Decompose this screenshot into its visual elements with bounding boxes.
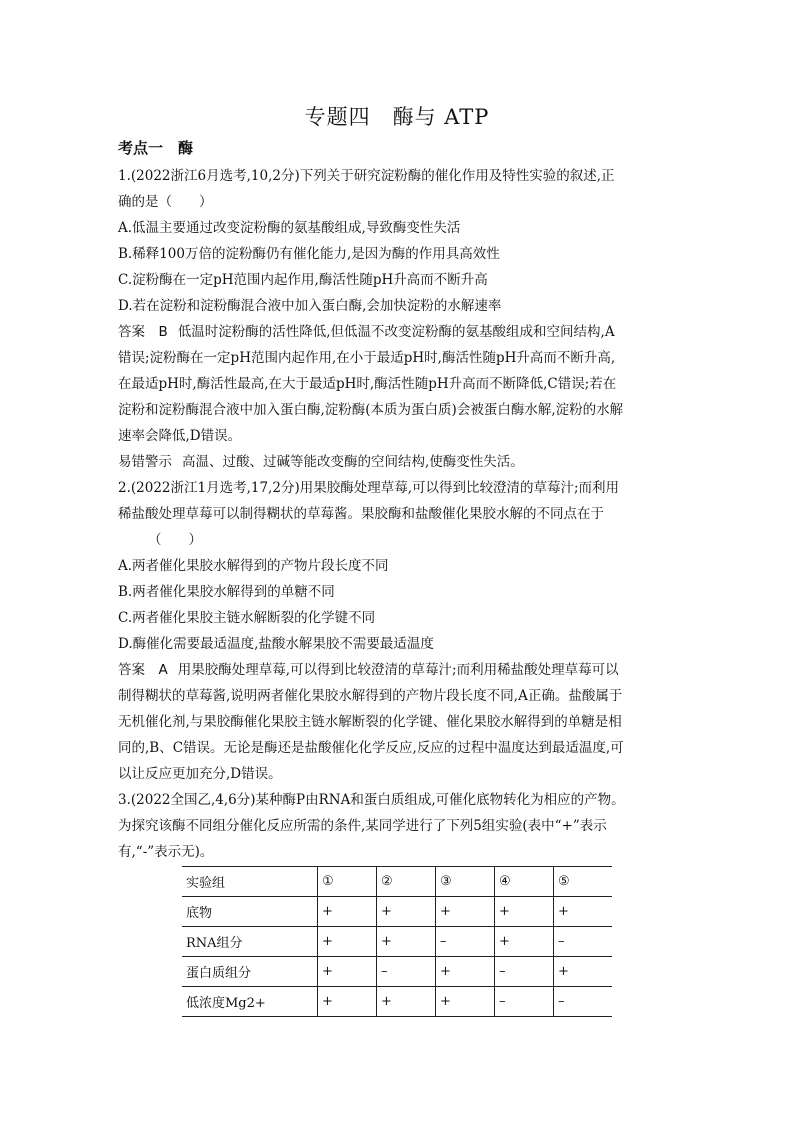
table-cell: + xyxy=(436,897,495,927)
q1-option-c: C.淀粉酶在一定pH范围内起作用,酶活性随pH升高而不断升高 xyxy=(118,272,488,288)
q1-answer-line-4: 淀粉和淀粉酶混合液中加入蛋白酶,淀粉酶(本质为蛋白质)会被蛋白酶水解,淀粉的水解 xyxy=(118,402,624,418)
table-header-cell: 实验组 xyxy=(182,867,318,897)
table-cell: + xyxy=(436,987,495,1017)
table-header-row xyxy=(182,867,612,897)
q2-option-a: A.两者催化果胶水解得到的产物片段长度不同 xyxy=(118,558,389,574)
q1-warning-label: 易错警示 xyxy=(118,454,172,470)
table-row xyxy=(182,897,612,927)
q1-warning xyxy=(118,452,524,472)
q2-option-c: C.两者催化果胶主链水解断裂的化学键不同 xyxy=(118,610,376,626)
table-cell: + xyxy=(554,897,613,927)
table-cell: + xyxy=(495,927,554,957)
q2-stem-line-2: 稀盐酸处理草莓可以制得糊状的草莓酱。果胶酶和盐酸催化果胶水解的不同点在于 xyxy=(118,506,604,522)
q3-stem-line-2: 为探究该酶不同组分催化反应所需的条件,某同学进行了下列5组实验(表中“+”表示 xyxy=(118,818,607,834)
table-row xyxy=(182,927,612,957)
q1-answer-line-3: 在最适pH时,酶活性最高,在大于最适pH时,酶活性随pH升高而不断降低,C错误;若在 xyxy=(118,376,617,392)
table-cell: – xyxy=(554,927,613,957)
q3-stem-line-1: 3.(2022全国乙,4,6分)某种酶P由RNA和蛋白质组成,可催化底物转化为相应的产物。 xyxy=(118,792,625,808)
table-cell: + xyxy=(377,927,436,957)
table-header-cell: ③ xyxy=(436,867,495,897)
q1-warning-text: 高温、过酸、过碱等能改变酶的空间结构,使酶变性失活。 xyxy=(182,454,524,470)
table-cell: – xyxy=(554,987,613,1017)
q2-answer-line-3: 无机催化剂,与果胶酶催化果胶主链水解断裂的化学键、催化果胶水解得到的单糖是相 xyxy=(118,714,622,730)
q2-answer-line-2: 制得糊状的草莓酱,说明两者催化果胶水解得到的产物片段长度不同,A正确。盐酸属于 xyxy=(118,688,623,704)
table-row-label: 蛋白质组分 xyxy=(182,957,318,987)
q1-stem-line-1: 1.(2022浙江6月选考,10,2分)下列关于研究淀粉酶的催化作用及特性实验的叙述,正 xyxy=(118,168,615,184)
table-cell: – xyxy=(495,987,554,1017)
q2-stem-line-3: （ ） xyxy=(148,532,202,548)
q2-option-b: B.两者催化果胶水解得到的单糖不同 xyxy=(118,584,335,600)
q3-stem-line-3: 有,“-”表示无)。 xyxy=(118,844,214,860)
table-header-cell: ④ xyxy=(495,867,554,897)
table-row-label: RNA组分 xyxy=(182,927,318,957)
q1-answer-label: 答案 B xyxy=(118,324,168,340)
section-heading: 考点一 酶 xyxy=(118,139,194,157)
q1-option-a: A.低温主要通过改变淀粉酶的氨基酸组成,导致酶变性失活 xyxy=(118,220,461,236)
table-cell: – xyxy=(377,957,436,987)
q2-answer-label: 答案 A xyxy=(118,662,168,678)
table-header-cell: ② xyxy=(377,867,436,897)
table-row xyxy=(182,987,612,1017)
table-cell: + xyxy=(554,957,613,987)
table-cell: + xyxy=(318,957,377,987)
table-row-label: 底物 xyxy=(182,897,318,927)
q2-option-d: D.酶催化需要最适温度,盐酸水解果胶不需要最适温度 xyxy=(118,636,434,652)
q1-answer-line-5: 速率会降低,D错误。 xyxy=(118,428,242,444)
table-header-cell: ① xyxy=(318,867,377,897)
q2-stem-line-1: 2.(2022浙江1月选考,17,2分)用果胶酶处理草莓,可以得到比较澄清的草莓汁;而利用 xyxy=(118,480,620,496)
table-header-cell: ⑤ xyxy=(554,867,613,897)
table-cell: + xyxy=(318,897,377,927)
q1-option-d: D.若在淀粉和淀粉酶混合液中加入蛋白酶,会加快淀粉的水解速率 xyxy=(118,298,502,314)
q2-answer-text: 用果胶酶处理草莓,可以得到比较澄清的草莓汁;而利用稀盐酸处理草莓可以 xyxy=(177,662,619,678)
table-cell: – xyxy=(495,957,554,987)
q2-answer-line-1 xyxy=(118,660,619,680)
q1-answer-text: 低温时淀粉酶的活性降低,但低温不改变淀粉酶的氨基酸组成和空间结构,A xyxy=(177,324,615,340)
table-cell: – xyxy=(436,927,495,957)
q2-answer-line-4: 同的,B、C错误。无论是酶还是盐酸催化化学反应,反应的过程中温度达到最适温度,可 xyxy=(118,740,624,756)
page-title: 专题四 酶与 ATP xyxy=(304,105,490,129)
q1-stem-line-2: 确的是（ ） xyxy=(118,194,213,210)
table-cell: + xyxy=(377,987,436,1017)
q2-answer-line-5: 以让反应更加充分,D错误。 xyxy=(118,766,282,782)
q1-option-b: B.稀释100万倍的淀粉酶仍有催化能力,是因为酶的作用具高效性 xyxy=(118,246,500,262)
q1-answer-line-1 xyxy=(118,322,615,342)
experiment-table xyxy=(182,866,612,1017)
table-cell: + xyxy=(318,987,377,1017)
table-cell: + xyxy=(318,927,377,957)
table-cell: + xyxy=(436,957,495,987)
table-row-label: 低浓度Mg2+ xyxy=(182,987,318,1017)
table-cell: + xyxy=(377,897,436,927)
table-cell: + xyxy=(495,897,554,927)
q1-answer-line-2: 错误;淀粉酶在一定pH范围内起作用,在小于最适pH时,酶活性随pH升高而不断升高, xyxy=(118,350,616,366)
table-row xyxy=(182,957,612,987)
